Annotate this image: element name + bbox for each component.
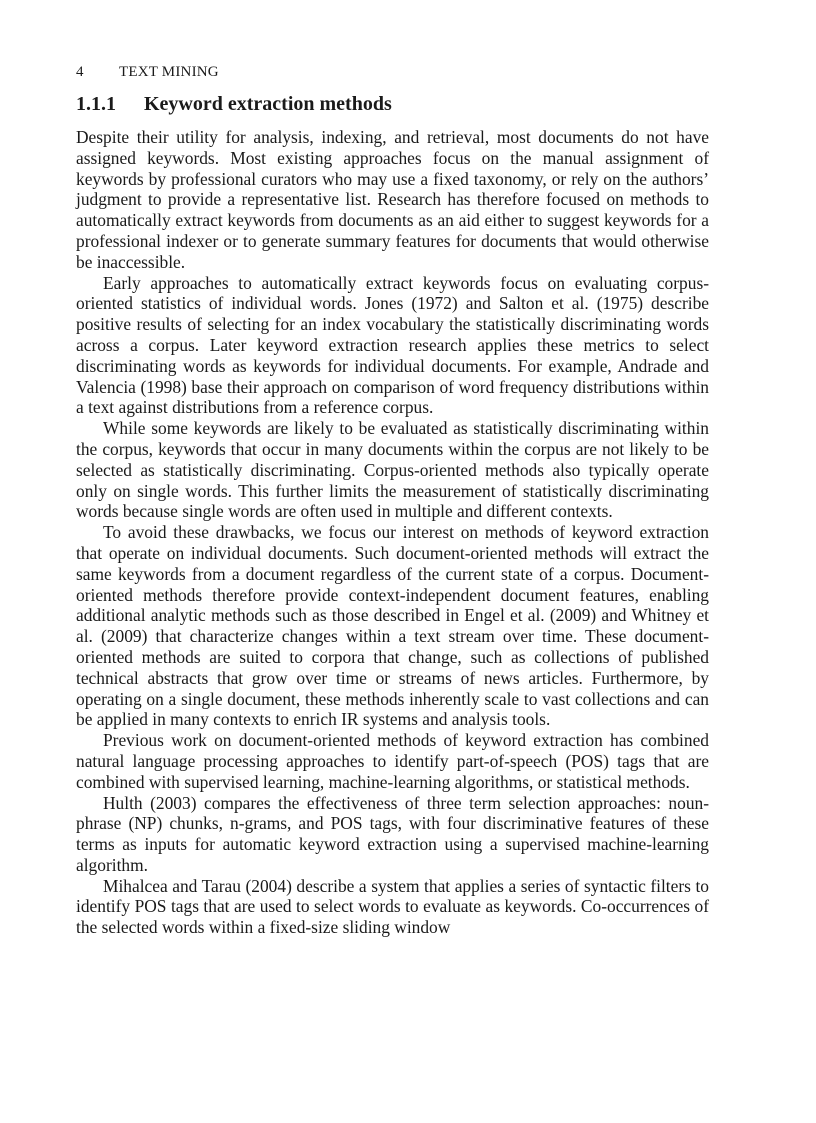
- page-number: 4: [76, 64, 84, 80]
- paragraph: Previous work on document-oriented methods of keyword extraction has combined natural language processing approaches to identify part-of-speech (POS) tags that are combined with supervised learning, machine-learning algorithms, or statistical methods.: [76, 730, 709, 792]
- paragraph: While some keywords are likely to be evaluated as statistically discriminating within the corpus, keywords that occur in many documents within the corpus are not likely to be selected as statistically discriminating. Corpus-oriented methods also typically operate only on single words. This further limits the measurement of statistically discriminating words because single words are often used in multiple and different contexts.: [76, 418, 709, 522]
- running-head: [76, 62, 709, 82]
- paragraph: Mihalcea and Tarau (2004) describe a system that applies a series of syntactic filters to identify POS tags that are used to select words to evaluate as keywords. Co-occurrences of the selected words within a fixed-size sliding window: [76, 875, 709, 938]
- page: [76, 62, 709, 938]
- paragraph: To avoid these drawbacks, we focus our interest on methods of keyword extraction that operate on individual documents. Such document-oriented methods will extract the same keywords from a document regardless of the current state of a corpus. Document-oriented methods therefore provide context-independent document features, enabling additional analytic methods such as those described in Engel et al. (2009) and Whitney et al. (2009) that characterize changes within a text stream over time. These document-oriented methods are suited to corpora that change, such as collections of published technical abstracts that grow over time or streams of news articles. Furthermore, by operating on a single document, these methods inherently scale to vast collections and can be applied in many contexts to enrich IR systems and analysis tools.: [76, 522, 709, 730]
- running-title: TEXT MINING: [119, 64, 219, 80]
- section-heading: [76, 91, 709, 117]
- section-number: 1.1.1: [76, 93, 116, 115]
- body-text: [76, 127, 709, 938]
- section-title: Keyword extraction methods: [144, 93, 392, 115]
- paragraph: Hulth (2003) compares the effectiveness of three term selection approaches: noun-phrase (NP) chunks, n-grams, and POS tags, with four discriminative features of these terms as inputs for automatic keyword extraction using a supervised machine-learning algorithm.: [76, 792, 709, 875]
- paragraph: Despite their utility for analysis, indexing, and retrieval, most documents do not have assigned keywords. Most existing approaches focus on the manual assignment of keywords by professional curators who may use a fixed taxonomy, or rely on the authors’ judgment to provide a representative list. Research has therefore focused on methods to automatically extract keywords from documents as an aid either to suggest keywords for a professional indexer or to generate summary features for documents that would otherwise be inaccessible.: [76, 127, 709, 272]
- paragraph: Early approaches to automatically extract keywords focus on evaluating corpus-oriented statistics of individual words. Jones (1972) and Salton et al. (1975) describe positive results of selecting for an index vocabulary the statistically discriminating words across a corpus. Later keyword extraction research applies these metrics to select discriminating words as keywords for individual documents. For example, Andrade and Valencia (1998) base their approach on comparison of word frequency distributions within a text against distributions from a reference corpus.: [76, 272, 709, 418]
